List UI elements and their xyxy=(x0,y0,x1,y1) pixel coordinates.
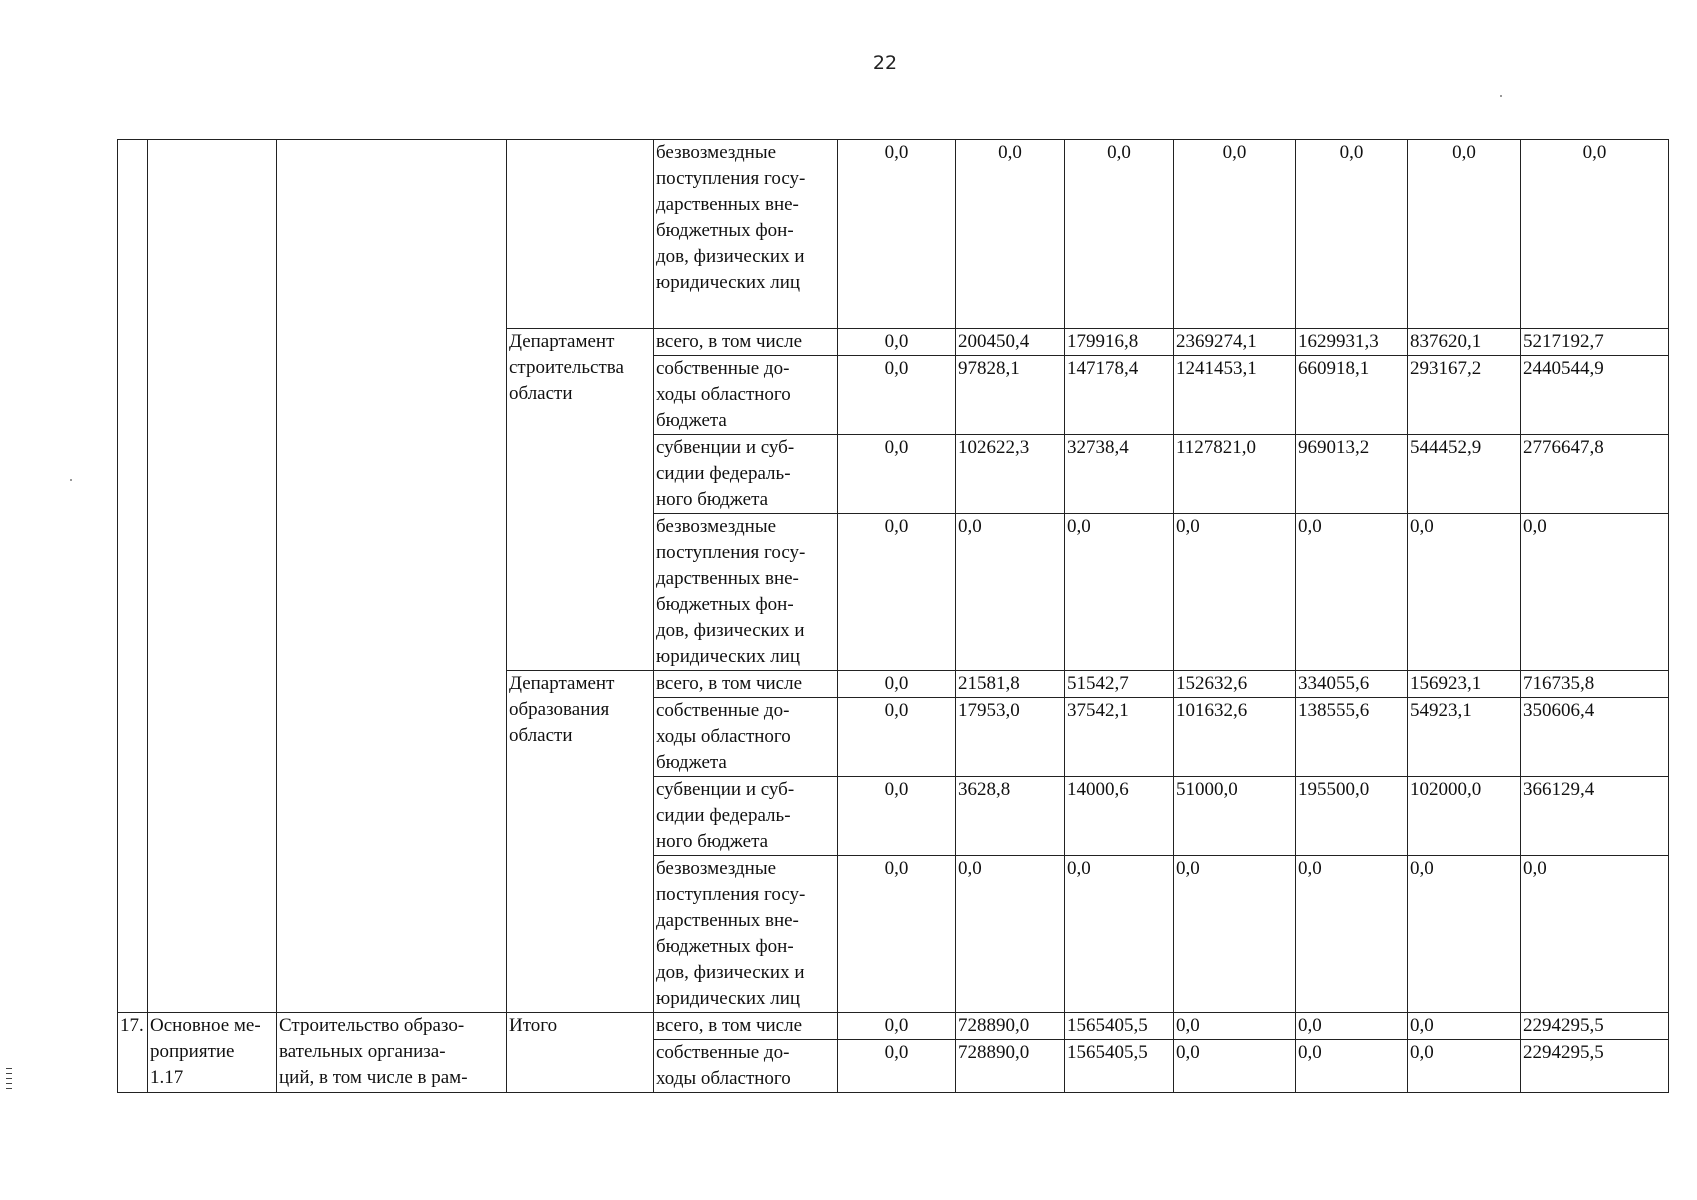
value-cell: 0,0 xyxy=(838,777,956,856)
value-cell: 156923,1 xyxy=(1408,671,1521,698)
funding-source: всего, в том числе xyxy=(654,329,838,356)
value-cell: 0,0 xyxy=(1408,1040,1521,1093)
value-cell: 0,0 xyxy=(838,329,956,356)
value-cell: 2440544,9 xyxy=(1521,356,1669,435)
value-cell: 0,0 xyxy=(1174,1040,1296,1093)
measure-description: Строительство образо- вательных организа- ций, в том числе в рам- xyxy=(277,1013,507,1093)
value-cell: 0,0 xyxy=(1174,856,1296,1013)
executor-cell: Департамент строительства области xyxy=(507,329,654,671)
value-cell: 102000,0 xyxy=(1408,777,1521,856)
value-cell: 147178,4 xyxy=(1065,356,1174,435)
value-cell: 0,0 xyxy=(838,856,956,1013)
value-cell: 0,0 xyxy=(838,140,956,329)
value-cell: 152632,6 xyxy=(1174,671,1296,698)
value-cell: 0,0 xyxy=(1296,140,1408,329)
value-cell: 0,0 xyxy=(1408,856,1521,1013)
value-cell: 0,0 xyxy=(1408,1013,1521,1040)
value-cell: 0,0 xyxy=(1065,856,1174,1013)
value-cell: 2776647,8 xyxy=(1521,435,1669,514)
funding-source: субвенции и суб- сидии федераль- ного бюджета xyxy=(654,777,838,856)
value-cell: 837620,1 xyxy=(1408,329,1521,356)
funding-source: безвозмездные поступления госу- дарственных вне- бюджетных фон- дов, физических и юридических лиц xyxy=(654,514,838,671)
value-cell: 0,0 xyxy=(1296,514,1408,671)
value-cell: 0,0 xyxy=(838,435,956,514)
value-cell: 0,0 xyxy=(956,140,1065,329)
value-cell: 716735,8 xyxy=(1521,671,1669,698)
value-cell: 51542,7 xyxy=(1065,671,1174,698)
budget-table xyxy=(117,139,1669,1093)
value-cell: 1241453,1 xyxy=(1174,356,1296,435)
funding-source: субвенции и суб- сидии федераль- ного бюджета xyxy=(654,435,838,514)
value-cell: 5217192,7 xyxy=(1521,329,1669,356)
value-cell: 0,0 xyxy=(1174,1013,1296,1040)
executor-cell: Департамент образования области xyxy=(507,671,654,1013)
value-cell: 37542,1 xyxy=(1065,698,1174,777)
funding-source: собственные до- ходы областного xyxy=(654,1040,838,1093)
value-cell: 1629931,3 xyxy=(1296,329,1408,356)
value-cell: 0,0 xyxy=(838,1013,956,1040)
value-cell: 728890,0 xyxy=(956,1040,1065,1093)
value-cell: 0,0 xyxy=(1065,514,1174,671)
value-cell: 0,0 xyxy=(1174,514,1296,671)
scan-dot xyxy=(70,479,72,481)
table-row xyxy=(118,1013,1669,1040)
value-cell: 0,0 xyxy=(1296,1040,1408,1093)
value-cell: 0,0 xyxy=(838,514,956,671)
scan-mark xyxy=(6,1068,12,1069)
number-cell xyxy=(118,140,148,1013)
scan-mark xyxy=(6,1083,12,1084)
value-cell: 1565405,5 xyxy=(1065,1013,1174,1040)
value-cell: 179916,8 xyxy=(1065,329,1174,356)
funding-source: всего, в том числе xyxy=(654,1013,838,1040)
value-cell: 334055,6 xyxy=(1296,671,1408,698)
funding-source: собственные до- ходы областного бюджета xyxy=(654,698,838,777)
value-cell: 0,0 xyxy=(838,671,956,698)
value-cell: 0,0 xyxy=(1408,140,1521,329)
scan-mark xyxy=(6,1088,12,1089)
table-row xyxy=(118,140,1669,329)
scan-mark xyxy=(6,1078,12,1079)
value-cell: 660918,1 xyxy=(1296,356,1408,435)
value-cell: 97828,1 xyxy=(956,356,1065,435)
value-cell: 14000,6 xyxy=(1065,777,1174,856)
funding-source: безвозмездные поступления госу- дарственных вне- бюджетных фон- дов, физических и юридических лиц xyxy=(654,856,838,1013)
row-number: 17. xyxy=(118,1013,148,1093)
value-cell: 17953,0 xyxy=(956,698,1065,777)
value-cell: 200450,4 xyxy=(956,329,1065,356)
value-cell: 0,0 xyxy=(1296,856,1408,1013)
value-cell: 32738,4 xyxy=(1065,435,1174,514)
value-cell: 350606,4 xyxy=(1521,698,1669,777)
scan-dot xyxy=(1500,95,1502,97)
value-cell: 195500,0 xyxy=(1296,777,1408,856)
value-cell: 728890,0 xyxy=(956,1013,1065,1040)
value-cell: 544452,9 xyxy=(1408,435,1521,514)
value-cell: 0,0 xyxy=(1521,140,1669,329)
measure-cell xyxy=(148,140,277,1013)
value-cell: 0,0 xyxy=(956,856,1065,1013)
value-cell: 54923,1 xyxy=(1408,698,1521,777)
value-cell: 21581,8 xyxy=(956,671,1065,698)
value-cell: 1127821,0 xyxy=(1174,435,1296,514)
scan-mark xyxy=(6,1073,12,1074)
executor-cell xyxy=(507,140,654,329)
value-cell: 138555,6 xyxy=(1296,698,1408,777)
value-cell: 0,0 xyxy=(838,1040,956,1093)
value-cell: 2294295,5 xyxy=(1521,1040,1669,1093)
value-cell: 102622,3 xyxy=(956,435,1065,514)
value-cell: 2294295,5 xyxy=(1521,1013,1669,1040)
funding-source: собственные до- ходы областного бюджета xyxy=(654,356,838,435)
page-number: 22 xyxy=(872,52,898,74)
value-cell: 293167,2 xyxy=(1408,356,1521,435)
measure-title: Основное ме- роприятие 1.17 xyxy=(148,1013,277,1093)
value-cell: 51000,0 xyxy=(1174,777,1296,856)
value-cell: 0,0 xyxy=(1408,514,1521,671)
executor-cell: Итого xyxy=(507,1013,654,1093)
value-cell: 0,0 xyxy=(1065,140,1174,329)
funding-source: всего, в том числе xyxy=(654,671,838,698)
value-cell: 101632,6 xyxy=(1174,698,1296,777)
value-cell: 0,0 xyxy=(1521,514,1669,671)
value-cell: 366129,4 xyxy=(1521,777,1669,856)
value-cell: 0,0 xyxy=(1174,140,1296,329)
value-cell: 0,0 xyxy=(1296,1013,1408,1040)
value-cell: 0,0 xyxy=(838,698,956,777)
value-cell: 0,0 xyxy=(1521,856,1669,1013)
value-cell: 2369274,1 xyxy=(1174,329,1296,356)
value-cell: 1565405,5 xyxy=(1065,1040,1174,1093)
value-cell: 3628,8 xyxy=(956,777,1065,856)
funding-source: безвозмездные поступления госу- дарственных вне- бюджетных фон- дов, физических и юридических лиц xyxy=(654,140,838,329)
value-cell: 0,0 xyxy=(956,514,1065,671)
description-cell xyxy=(277,140,507,1013)
value-cell: 969013,2 xyxy=(1296,435,1408,514)
value-cell: 0,0 xyxy=(838,356,956,435)
